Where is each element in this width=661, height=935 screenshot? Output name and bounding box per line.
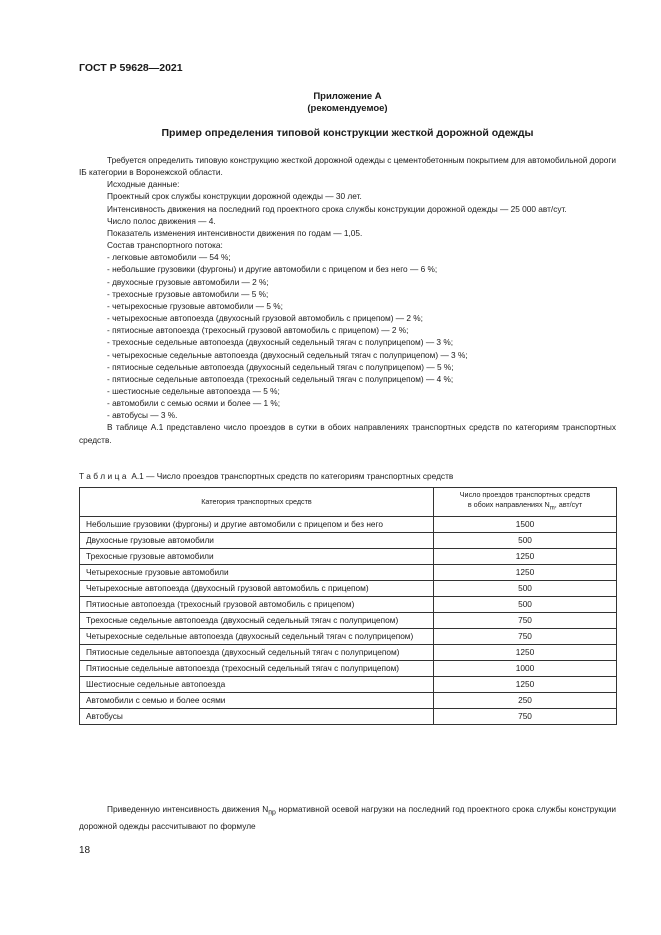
table-cell-value: 500 <box>434 581 617 597</box>
table-cell-value: 1500 <box>434 517 617 533</box>
table-row <box>80 517 617 533</box>
traffic-table <box>79 487 617 725</box>
table-cell-value: 1250 <box>434 565 617 581</box>
paragraph: Исходные данные: <box>107 179 180 190</box>
list-item: - четырехосные седельные автопоезда (двухосный седельный тягач с полуприцепом) — 3 %; <box>107 349 468 360</box>
appendix-status: (рекомендуемое) <box>307 103 388 114</box>
paragraph: Состав транспортного потока: <box>107 240 223 251</box>
table-cell-value: 500 <box>434 533 617 549</box>
closing-paragraph <box>79 803 616 832</box>
paragraph: Показатель изменения интенсивности движения по годам — 1,05. <box>107 227 363 238</box>
table-cell-category: Небольшие грузовики (фургоны) и другие автомобили с прицепом и без него <box>80 517 434 533</box>
table-caption <box>79 471 453 481</box>
table-row <box>80 581 617 597</box>
list-item: - четырехосные грузовые автомобили — 5 %; <box>107 300 283 311</box>
closing-text-pre: Приведенную интенсивность движения N <box>107 804 269 814</box>
list-item: - автомобили с семью осями и более — 1 %; <box>107 398 281 409</box>
closing-subscript: пр <box>268 809 276 817</box>
column-header-count-line1: Число проездов транспортных средств <box>459 490 591 500</box>
table-cell-category: Автомобили с семью и более осями <box>80 693 434 709</box>
table-row <box>80 629 617 645</box>
table-row <box>80 645 617 661</box>
table-cell-value: 750 <box>434 629 617 645</box>
table-cell-category: Пятиосные седельные автопоезда (двухосный седельный тягач с полуприцепом) <box>80 645 434 661</box>
paragraph: Требуется определить типовую конструкцию жесткой дорожной одежды с цементобетонным покрытием для автомобильной дороги IБ категории в Воронежской области. <box>79 155 617 178</box>
column-header-count-line2: в обоих направлениях N <box>467 500 550 510</box>
table-cell-category: Двухосные грузовые автомобили <box>80 533 434 549</box>
table-row <box>80 677 617 693</box>
table-cell-category: Шестиосные седельные автопоезда <box>80 677 434 693</box>
paragraph: Интенсивность движения на последний год проектного срока службы конструкции дорожной одежды — 25 000 авт/сут. <box>107 203 567 214</box>
table-row <box>80 693 617 709</box>
table-cell-value: 750 <box>434 613 617 629</box>
table-cell-category: Автобусы <box>80 709 434 725</box>
table-row <box>80 549 617 565</box>
table-cell-category: Пятиосные седельные автопоезда (трехосный седельный тягач с полуприцепом) <box>80 661 434 677</box>
column-header-unit: , авт/сут <box>554 500 583 510</box>
table-row <box>80 613 617 629</box>
body-text <box>79 154 616 446</box>
list-item: - трехосные седельные автопоезда (двухосный седельный тягач с полуприцепом) — 3 %; <box>107 337 454 348</box>
table-cell-value: 1250 <box>434 645 617 661</box>
table-caption-text: А.1 — Число проездов транспортных средств по категориям транспортных средств <box>129 471 454 481</box>
page-number: 18 <box>79 845 91 856</box>
table-cell-value: 1250 <box>434 549 617 565</box>
column-header-count <box>434 488 617 517</box>
table-cell-value: 500 <box>434 597 617 613</box>
column-header-subscript: m <box>549 505 555 512</box>
paragraph: Проектный срок службы конструкции дорожной одежды — 30 лет. <box>107 191 362 202</box>
paragraph: Число полос движения — 4. <box>107 215 216 226</box>
closing-text-post: нормативной осевой нагрузки на последний год проектного срока службы конструкции дорожной одежды рассчитывают по формуле <box>79 804 616 831</box>
table-header-row <box>80 488 617 517</box>
table-cell-value: 1000 <box>434 661 617 677</box>
list-item: - четырехосные автопоезда (двухосный грузовой автомобиль с прицепом) — 2 %; <box>107 313 423 324</box>
table-row <box>80 533 617 549</box>
table-cell-category: Четырехосные грузовые автомобили <box>80 565 434 581</box>
table-cell-value: 750 <box>434 709 617 725</box>
example-heading: Пример определения типовой конструкции жесткой дорожной одежды <box>161 127 534 139</box>
list-item: - легковые автомобили — 54 %; <box>107 252 231 263</box>
column-header-category: Категория транспортных средств <box>80 488 434 517</box>
table-cell-category: Четырехосные автопоезда (двухосный грузовой автомобиль с прицепом) <box>80 581 434 597</box>
table-row <box>80 565 617 581</box>
table-cell-category: Пятиосные автопоезда (трехосный грузовой автомобиль с прицепом) <box>80 597 434 613</box>
list-item: - шестиосные седельные автопоезда — 5 %; <box>107 385 280 396</box>
table-row <box>80 661 617 677</box>
table-cell-category: Четырехосные седельные автопоезда (двухосный седельный тягач с полуприцепом) <box>80 629 434 645</box>
composition-list <box>79 251 616 421</box>
list-item: - автобусы — 3 %. <box>107 410 178 421</box>
table-cell-category: Трехосные седельные автопоезда (двухосный седельный тягач с полуприцепом) <box>80 613 434 629</box>
table-caption-word: Таблица <box>79 471 130 481</box>
list-item: - пятиосные седельные автопоезда (двухосный седельный тягач с полуприцепом) — 5 %; <box>107 361 454 372</box>
table-cell-value: 250 <box>434 693 617 709</box>
table-cell-value: 1250 <box>434 677 617 693</box>
appendix-title: Приложение А <box>313 91 382 102</box>
table-row <box>80 709 617 725</box>
table-cell-category: Трехосные грузовые автомобили <box>80 549 434 565</box>
list-item: - пятиосные седельные автопоезда (трехосный седельный тягач с полуприцепом) — 4 %; <box>107 373 454 384</box>
list-item: - двухосные грузовые автомобили — 2 %; <box>107 276 269 287</box>
appendix-title-block <box>79 91 616 115</box>
list-item: - пятиосные автопоезда (трехосный грузовой автомобиль с прицепом) — 2 %; <box>107 325 409 336</box>
table-row <box>80 597 617 613</box>
list-item: - трехосные грузовые автомобили — 5 %; <box>107 288 269 299</box>
list-item: - небольшие грузовики (фургоны) и другие автомобили с прицепом и без него — 6 %; <box>107 264 438 275</box>
table-intro: В таблице А.1 представлено число проездов в сутки в обоих направлениях транспортных средств по категориям транспортных средств. <box>79 422 616 445</box>
standard-code: ГОСТ Р 59628—2021 <box>79 62 183 74</box>
